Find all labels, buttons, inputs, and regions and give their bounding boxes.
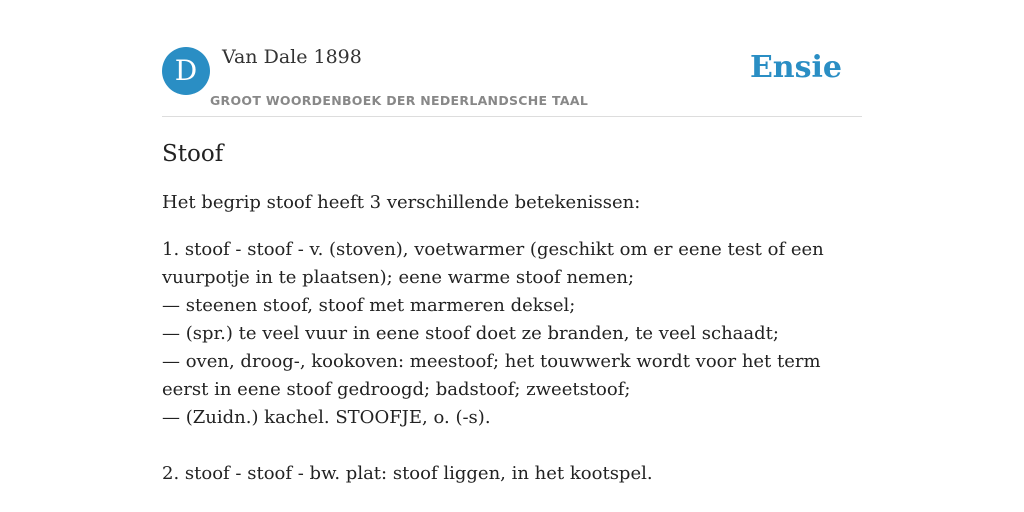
entry-definition [162,236,862,488]
meaning-1-line: — (Zuidn.) kachel. STOOFJE, o. (-s). [162,407,491,428]
entry-term: Stoof [162,141,224,167]
meaning-1-line: — steenen stoof, stoof met marmeren deksel; [162,295,576,316]
meaning-separator [162,432,862,460]
source-subtitle: GROOT WOORDENBOEK DER NEDERLANDSCHE TAAL [210,93,589,108]
entry-intro: Het begrip stoof heeft 3 verschillende betekenissen: [162,192,641,213]
meaning-1-line: — (spr.) te veel vuur in eene stoof doet ze branden, te veel schaadt; [162,323,779,344]
source-logo[interactable]: D [162,47,210,95]
site-header [162,0,862,117]
meaning-1-line: — oven, droog-, kookoven: meestoof; het touwwerk wordt voor het term eerst in eene stoof gedroogd; badstoof; zweetstoof; [162,351,821,400]
entry-content [162,138,862,488]
source-title[interactable]: Van Dale 1898 [222,46,362,68]
meaning-2: 2. stoof - stoof - bw. plat: stoof liggen, in het kootspel. [162,463,653,484]
brand-logo[interactable]: Ensie [749,50,842,85]
meaning-1-line: 1. stoof - stoof - v. (stoven), voetwarmer (geschikt om er eene test of een vuurpotje in te plaatsen); eene warme stoof nemen; [162,239,824,288]
